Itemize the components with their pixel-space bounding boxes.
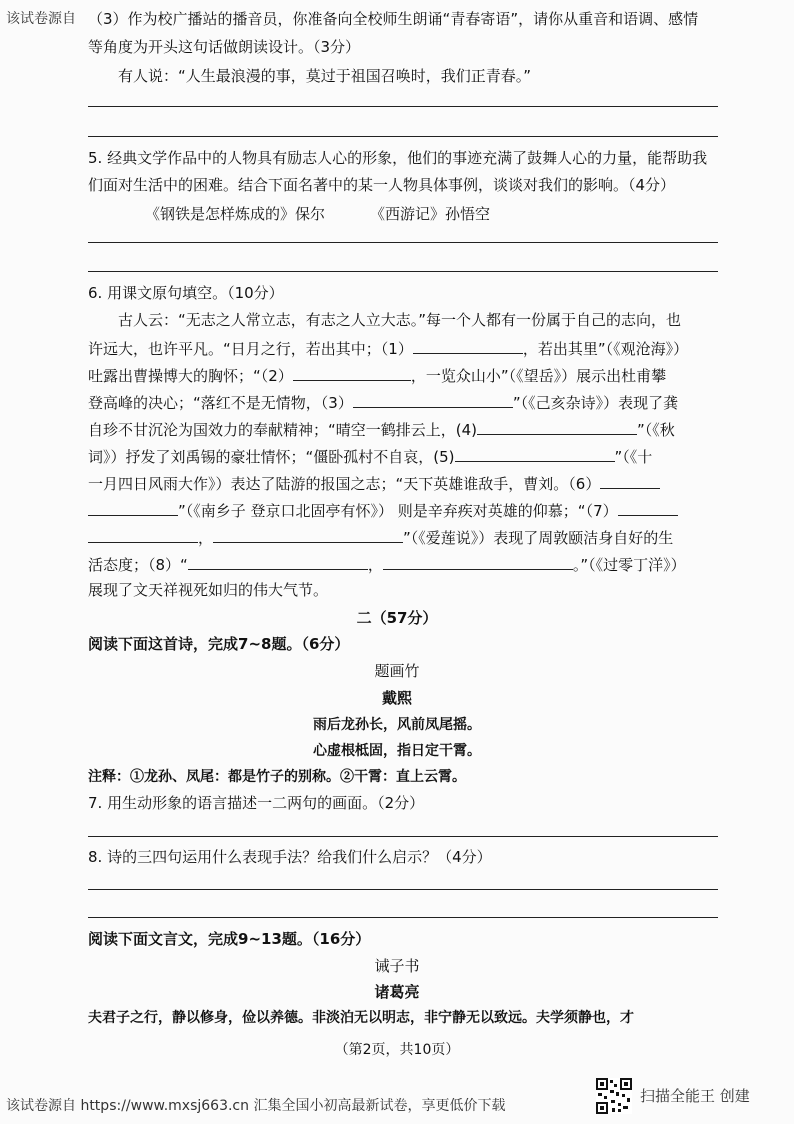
- prose-intro: 阅读下面文言文，完成9~13题。（16分）: [88, 930, 371, 948]
- q5-line2: 们面对生活中的困难。结合下面名著中的某一人物具体事例，谈谈对我们的影响。（4分）: [88, 176, 676, 194]
- blank-8b[interactable]: [383, 553, 573, 570]
- blank-1[interactable]: [413, 337, 523, 354]
- blank-7c[interactable]: [213, 526, 403, 543]
- q6-p10: 活态度；（8）“ ， 。”（《过零丁洋》）: [88, 553, 686, 575]
- answer-line: [88, 242, 718, 243]
- q4-line1: （3）作为校广播站的播音员，你准备向全校师生朗诵“青春寄语”，请你从重音和语调、感情: [88, 10, 699, 28]
- q6-p8: ”（《南乡子 登京口北固亭有怀》） 则是辛弃疾对英雄的仰慕；“（7）: [88, 499, 678, 521]
- q5-book1: 《钢铁是怎样炼成的》保尔: [145, 205, 326, 223]
- qr-code-icon[interactable]: [596, 1078, 632, 1114]
- section-heading: 二（57分）: [356, 609, 438, 627]
- blank-3[interactable]: [353, 391, 513, 408]
- poem-line2: 心虚根柢固，指日定干霄。: [313, 743, 481, 759]
- q6-p9: ， ”（《爱莲说》）表现了周敦颐洁身自好的生: [88, 526, 673, 548]
- prose-title: 诫子书: [374, 957, 420, 975]
- q6-p11: 展现了文天祥视死如归的伟大气节。: [88, 581, 329, 599]
- q5-line1: 5. 经典文学作品中的人物具有励志人心的形象，他们的事迹充满了鼓舞人心的力量，能帮助我: [88, 149, 708, 167]
- poem-note: 注释：①龙孙、凤尾：都是竹子的别称。②干霄：直上云霄。: [88, 769, 466, 785]
- q8: 8. 诗的三四句运用什么表现手法？给我们什么启示？（4分）: [88, 848, 492, 866]
- poem-line1: 雨后龙孙长，风前凤尾摇。: [313, 717, 481, 733]
- q6-p6: 词》）抒发了刘禹锡的豪壮情怀；“僵卧孤村不自哀，(5) ”（《十: [88, 445, 652, 467]
- blank-6a[interactable]: [600, 472, 660, 489]
- q6-p2: 许远大，也许平凡。“日月之行，若出其中；（1） ，若出其里”（《观沧海》）: [88, 337, 688, 359]
- blank-6b[interactable]: [88, 499, 178, 516]
- watermark-top: 该试卷源自: [6, 11, 76, 27]
- q4-line2: 等角度为开头这句话做朗读设计。（3分）: [88, 38, 361, 56]
- blank-7a[interactable]: [618, 499, 678, 516]
- footer-source[interactable]: 该试卷源自 https://www.mxsj663.cn 汇集全国小初高最新试卷，享更低价下载: [6, 1098, 506, 1114]
- q6-title: 6. 用课文原句填空。（10分）: [88, 284, 284, 302]
- q6-p1: 古人云：“无志之人常立志，有志之人立大志。”每一个人都有一份属于自己的志向，也: [118, 311, 682, 329]
- page-number: （第2页，共10页）: [334, 1042, 460, 1058]
- poem-intro: 阅读下面这首诗，完成7~8题。（6分）: [88, 635, 350, 653]
- prose-author: 诸葛亮: [374, 983, 420, 1001]
- poem-author: 戴熙: [381, 689, 412, 707]
- answer-line: [88, 917, 718, 918]
- blank-8a[interactable]: [188, 553, 368, 570]
- q7: 7. 用生动形象的语言描述一二两句的画面。（2分）: [88, 794, 425, 812]
- answer-line: [88, 271, 718, 272]
- answer-line: [88, 106, 718, 107]
- answer-line: [88, 836, 718, 837]
- q6-p3: 吐露出曹操博大的胸怀；“（2） ，一览众山小”（《望岳》）展示出杜甫攀: [88, 364, 666, 386]
- blank-2[interactable]: [293, 364, 411, 381]
- answer-line: [88, 889, 718, 890]
- blank-5[interactable]: [455, 445, 615, 462]
- q6-p4: 登高峰的决心；“落红不是无情物，（3） ”（《己亥杂诗》）表现了龚: [88, 391, 678, 413]
- blank-4[interactable]: [477, 418, 637, 435]
- prose-line1: 夫君子之行，静以修身，俭以养德。非淡泊无以明志，非宁静无以致远。夫学须静也，才: [88, 1010, 634, 1026]
- poem-title: 题画竹: [374, 662, 420, 680]
- answer-line: [88, 136, 718, 137]
- footer-scanner: 扫描全能王 创建: [640, 1087, 750, 1105]
- q4-quote: 有人说：“人生最浪漫的事，莫过于祖国召唤时，我们正青春。”: [118, 67, 532, 85]
- blank-7b[interactable]: [88, 526, 198, 543]
- q6-p7: 一月四日风雨大作》）表达了陆游的报国之志；“天下英雄谁敌手，曹刘。（6）: [88, 472, 660, 494]
- q6-p5: 自珍不甘沉沦为国效力的奉献精神；“晴空一鹤排云上，(4) ”（《秋: [88, 418, 675, 440]
- q5-book2: 《西游记》孙悟空: [370, 205, 491, 223]
